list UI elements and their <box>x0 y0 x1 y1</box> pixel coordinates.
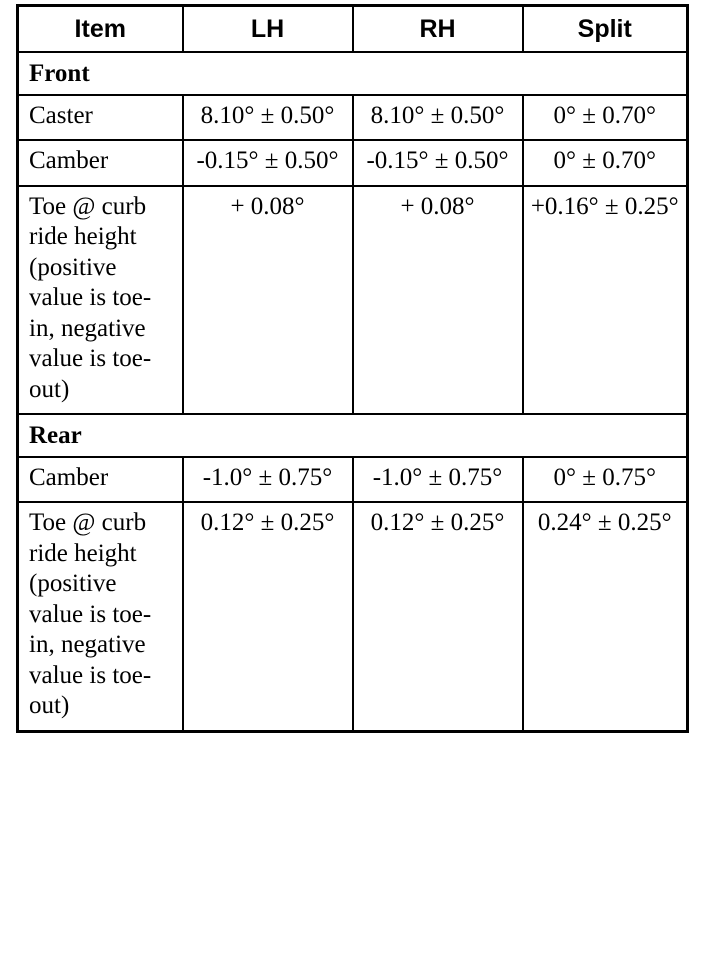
rh-cell <box>353 502 523 731</box>
item-cell: Camber <box>18 457 183 503</box>
rh-value: + 0.08° <box>400 192 475 220</box>
table-row <box>18 186 688 415</box>
table-header <box>18 6 688 53</box>
lh-value: -1.0° ± 0.75° <box>202 463 333 491</box>
item-cell: Camber <box>18 140 183 186</box>
split-value: 0° ± 0.70° <box>553 147 656 174</box>
split-cell <box>523 95 688 141</box>
lh-cell <box>183 457 353 503</box>
rh-value: -0.15° ± 0.50° <box>366 147 509 174</box>
column-header-lh: LH <box>183 6 353 53</box>
header-row <box>18 6 688 53</box>
rh-value: 8.10° ± 0.50° <box>370 101 505 129</box>
column-header-split: Split <box>523 6 688 53</box>
item-cell: Toe @ curb ride height (positive value is toe-in, negative value is toe-out) <box>18 502 183 731</box>
section-title-rear: Rear <box>18 414 688 457</box>
column-header-rh: RH <box>353 6 523 53</box>
rh-cell <box>353 95 523 141</box>
lh-value: + 0.08° <box>230 192 305 220</box>
section-title-front: Front <box>18 52 688 95</box>
alignment-spec-table <box>16 4 689 733</box>
item-cell: Toe @ curb ride height (positive value is toe-in, negative value is toe-out) <box>18 186 183 415</box>
rh-cell <box>353 186 523 415</box>
lh-cell <box>183 186 353 415</box>
table-row <box>18 140 688 186</box>
rh-cell <box>353 457 523 503</box>
split-value: 0.24° ± 0.25° <box>537 509 672 536</box>
item-cell: Caster <box>18 95 183 141</box>
rh-value: -1.0° ± 0.75° <box>372 463 503 491</box>
split-value: +0.16° ± 0.25° <box>530 192 679 220</box>
split-cell <box>523 502 688 731</box>
table-row <box>18 95 688 141</box>
split-cell <box>523 457 688 503</box>
split-value: 0° ± 0.75° <box>553 463 656 491</box>
lh-value: 8.10° ± 0.50° <box>200 101 335 129</box>
section-row-rear <box>18 414 688 457</box>
lh-cell <box>183 140 353 186</box>
lh-value: 0.12° ± 0.25° <box>200 509 335 536</box>
section-row-front <box>18 52 688 95</box>
column-header-item: Item <box>18 6 183 53</box>
table-row <box>18 457 688 503</box>
rh-cell <box>353 140 523 186</box>
lh-value: -0.15° ± 0.50° <box>196 147 339 174</box>
split-cell <box>523 140 688 186</box>
split-cell <box>523 186 688 415</box>
rh-value: 0.12° ± 0.25° <box>370 509 505 536</box>
table-body <box>18 52 688 731</box>
table-row <box>18 502 688 731</box>
lh-cell <box>183 95 353 141</box>
split-value: 0° ± 0.70° <box>553 101 656 129</box>
lh-cell <box>183 502 353 731</box>
